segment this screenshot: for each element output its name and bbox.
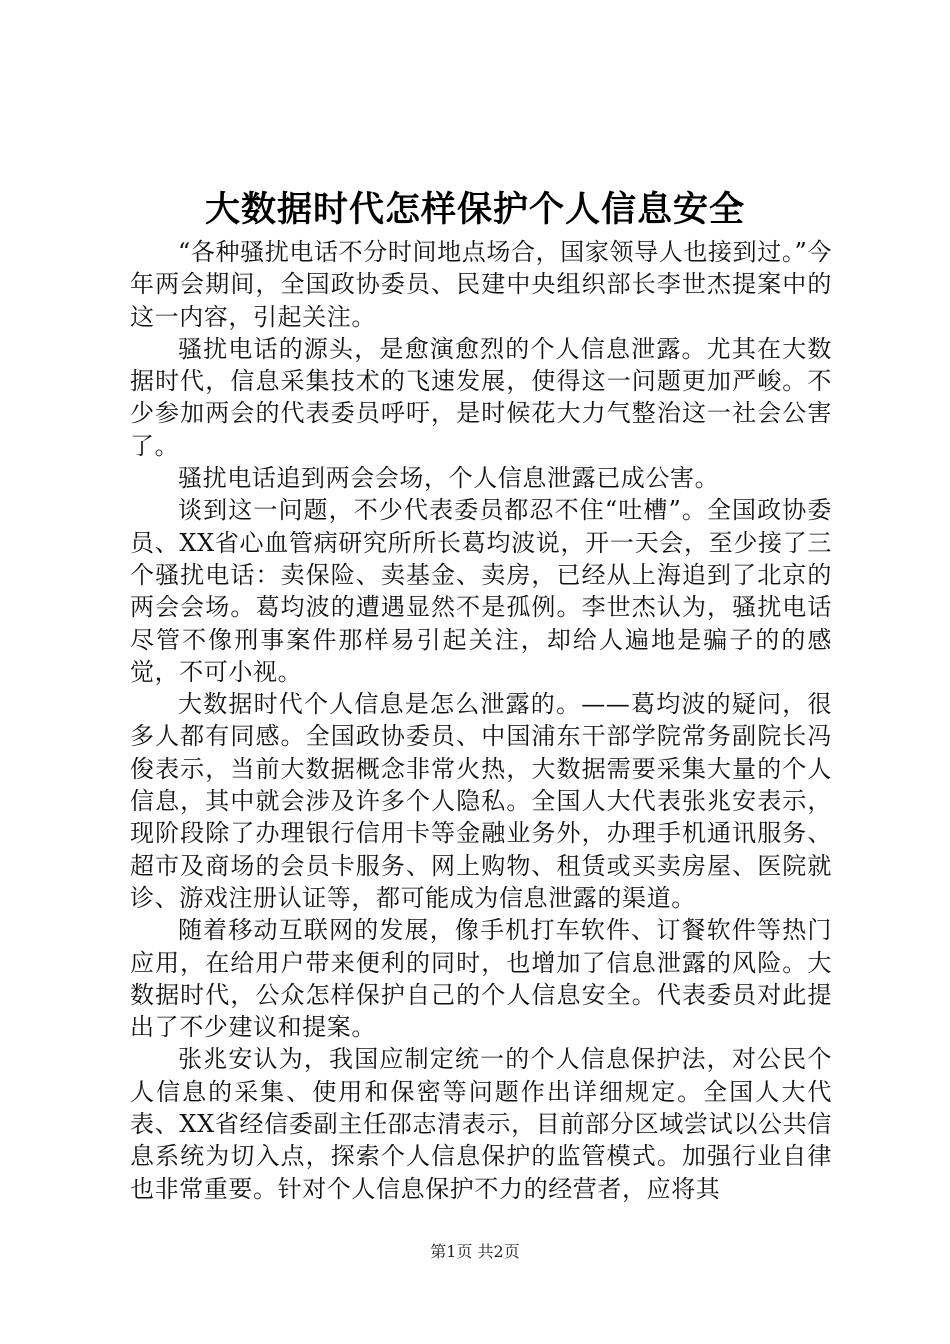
document-title: 大数据时代怎样保护个人信息安全 — [204, 190, 745, 230]
paragraph: 大数据时代个人信息是怎么泄露的。——葛均波的疑问，很多人都有同感。全国政协委员、中国浦东干部学院常务副院长冯俊表示，当前大数据概念非常火热，大数据需要采集大量的个人信息，其中就会涉及许多个人隐私。全国人大代表张兆安表示，现阶段除了办理银行信用卡等金融业务外，办理手机通讯服务、超市及商场的会员卡服务、网上购物、租赁或买卖房屋、医院就诊、游戏注册认证等，都可能成为信息泄露的渠道。 — [130, 690, 832, 912]
paragraph: 骚扰电话追到两会会场，个人信息泄露已成公害。 — [178, 464, 720, 493]
document-body — [130, 236, 832, 1205]
paragraph: 张兆安认为，我国应制定统一的个人信息保护法，对公民个人信息的采集、使用和保密等问题作出详细规定。全国人大代表、XX省经信委副主任邵志清表示，目前部分区域尝试以公共信息系统为切入点，探索个人信息保护的监管模式。加强行业自律也非常重要。针对个人信息保护不力的经营者，应将其 — [130, 1045, 832, 1203]
paragraph: 随着移动互联网的发展，像手机打车软件、订餐软件等热门应用，在给用户带来便利的同时，也增加了信息泄露的风险。大数据时代，公众怎样保护自己的个人信息安全。代表委员对此提出了不少建议和提案。 — [130, 916, 832, 1042]
paragraph: 谈到这一问题，不少代表委员都忍不住“吐槽”。全国政协委员、XX省心血管病研究所所长葛均波说，开一天会，至少接了三个骚扰电话：卖保险、卖基金、卖房，已经从上海追到了北京的两会会场。葛均波的遭遇显然不是孤例。李世杰认为，骚扰电话尽管不像刑事案件那样易引起关注，却给人遍地是骗子的的感觉，不可小视。 — [130, 496, 832, 686]
page-footer: 第1页 共2页 — [430, 1242, 520, 1261]
paragraph: 骚扰电话的源头，是愈演愈烈的个人信息泄露。尤其在大数据时代，信息采集技术的飞速发展，使得这一问题更加严峻。不少参加两会的代表委员呼吁，是时候花大力气整治这一社会公害了。 — [130, 334, 832, 460]
paragraph: “各种骚扰电话不分时间地点场合，国家领导人也接到过。”今年两会期间，全国政协委员、民建中央组织部长李世杰提案中的这一内容，引起关注。 — [130, 238, 832, 331]
